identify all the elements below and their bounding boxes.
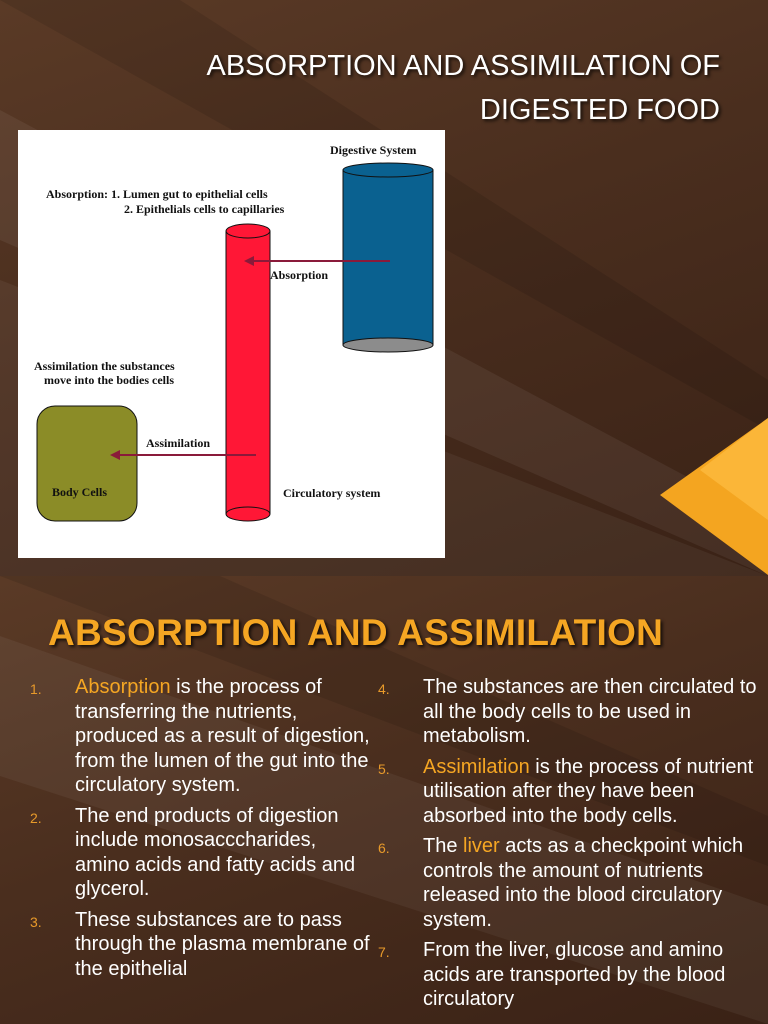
- list-number: 6.: [378, 840, 390, 856]
- body-cells-box: [37, 406, 137, 521]
- absorption-arrow-label: Absorption: [270, 268, 329, 282]
- absorption-assimilation-diagram: [18, 130, 445, 558]
- digestive-system-label: Digestive System: [330, 143, 417, 157]
- circulatory-system-label: Circulatory system: [283, 486, 381, 500]
- list-item-text: is the process of transferring the nutrients, produced as a result of digestion, from the lumen of the gut into the circulatory system.: [75, 676, 370, 796]
- absorption-steps-line-1: Absorption: 1. Lumen gut to epithelial cells: [46, 187, 268, 201]
- slide-1-title: [100, 44, 720, 132]
- body-cells-label: Body Cells: [52, 485, 108, 499]
- list-item-text: is the process of nutrient utilisation after they have been absorbed into the body cells.: [423, 755, 754, 827]
- assimilation-description-line-2: move into the bodies cells: [44, 373, 174, 387]
- digestive-system-cylinder: [343, 163, 433, 352]
- list-number: 1.: [30, 681, 42, 697]
- list-item-3: [30, 908, 370, 982]
- slide-2-title: ABSORPTION AND ASSIMILATION: [48, 612, 664, 653]
- list-item-6: [378, 834, 758, 932]
- list-column-right: [378, 675, 758, 1018]
- list-item-2: [30, 804, 370, 902]
- assimilation-description-line-1: Assimilation the substances: [34, 359, 175, 373]
- slide-1-title-line-2: DIGESTED FOOD: [479, 94, 720, 126]
- list-item-5: [378, 755, 758, 829]
- highlight-term: Assimilation: [423, 755, 530, 778]
- list-item-4: [378, 675, 758, 749]
- list-number: 4.: [378, 681, 390, 697]
- list-number: 3.: [30, 913, 42, 930]
- highlight-term: Absorption: [75, 676, 171, 698]
- list-item-7: [378, 938, 758, 1012]
- list-item-text: The end products of digestion include monosacccharides, amino acids and fatty acids and glycerol.: [75, 804, 356, 900]
- list-item-1: [30, 675, 370, 798]
- highlight-term: liver: [463, 835, 500, 857]
- list-number: 7.: [378, 944, 390, 960]
- list-number: 5.: [378, 760, 390, 777]
- list-item-text: These substances are to pass through the plasma membrane of the epithelial: [75, 908, 370, 980]
- list-item-text: The substances are then circulated to all the body cells to be used in metabolism.: [423, 676, 757, 747]
- absorption-steps-line-2: 2. Epithelials cells to capillaries: [124, 202, 285, 216]
- list-item-text-pre: The: [423, 835, 464, 857]
- assimilation-arrow-label: Assimilation: [146, 436, 211, 450]
- list-number: 2.: [30, 809, 42, 826]
- circulatory-system-cylinder: [226, 224, 270, 521]
- list-column-left: [30, 675, 370, 987]
- list-item-text: acts as a checkpoint which controls the amount of nutrients released into the blood circulatory system.: [423, 835, 744, 931]
- slide-2: [0, 576, 768, 1024]
- list-item-text: From the liver, glucose and amino acids are transported by the blood circulatory: [423, 939, 726, 1010]
- slide-1-title-line-1: ABSORPTION AND ASSIMILATION OF: [206, 50, 720, 82]
